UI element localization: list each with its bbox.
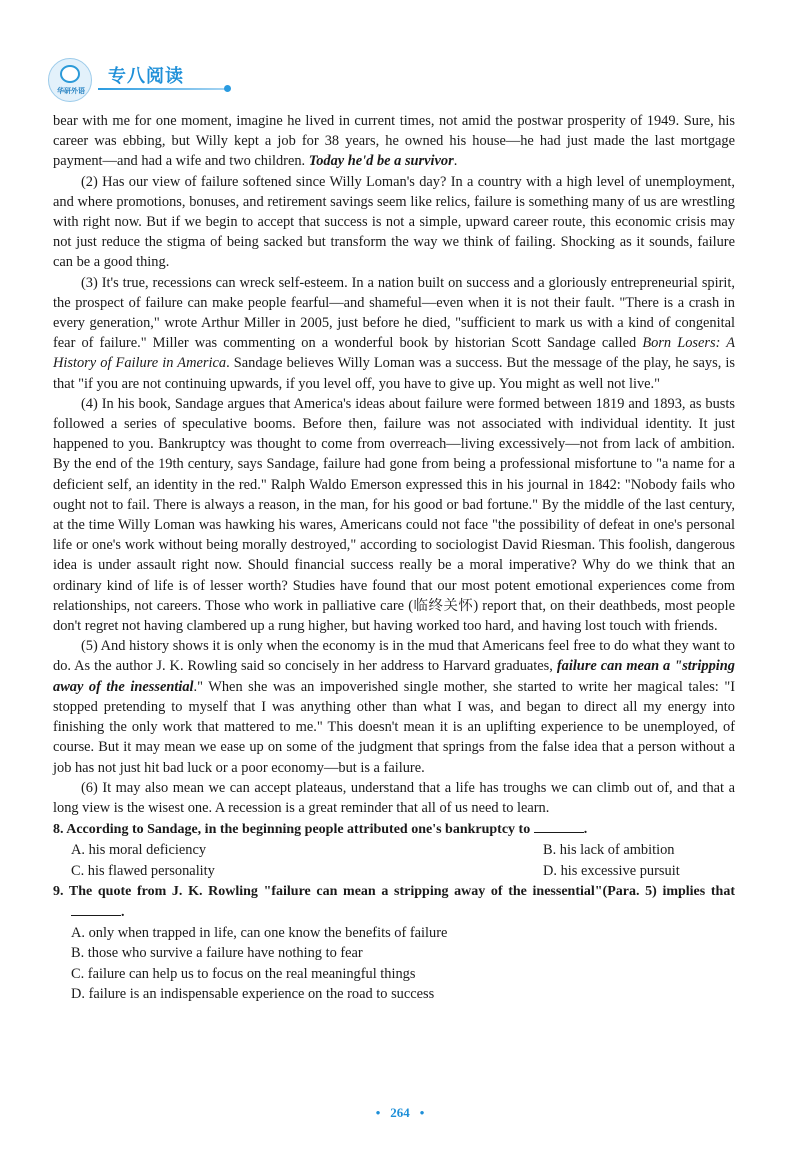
question-stem-end: . bbox=[121, 904, 125, 920]
header-divider bbox=[98, 88, 226, 90]
paragraph-6: (6) It may also mean we can accept plateaus, understand that a life has troughs we can climb out of, and that a long view is the wisest one. A recession is a great reminder that all of us need to learn. bbox=[53, 779, 735, 816]
question-stem-end: . bbox=[583, 822, 588, 838]
paragraph-3 bbox=[53, 273, 735, 394]
answer-blank bbox=[71, 902, 121, 916]
question-stem-text: 9. The quote from J. K. Rowling "failure can mean a stripping away of the inessential"(Para. 5) implies that bbox=[53, 883, 735, 899]
option-row bbox=[53, 861, 735, 881]
option-b[interactable]: B. those who survive a failure have nothing to fear bbox=[71, 945, 363, 962]
logo-text: 华研外语 bbox=[57, 87, 85, 95]
option-a[interactable]: A. his moral deficiency bbox=[71, 842, 207, 859]
book-title: 专八阅读 bbox=[108, 66, 184, 87]
option-d[interactable]: D. his excessive pursuit bbox=[543, 862, 680, 879]
paragraph-text: (3) It's true, recessions can wreck self-esteem. In a nation built on success and a gloriously entrepreneurial spirit, the prospect of failure can make people fearful—and shameful—even when it is not their fault. "There is a crash in every generation," wrote Arthur Miller in 2005, just before he died, "sufficient to mark us with a kind of congenital fear of failure." Miller was commenting on a wonderful book by historian Scott Sandage called bbox=[53, 274, 735, 352]
article-body bbox=[53, 111, 735, 1004]
answer-blank bbox=[534, 819, 584, 833]
book-title-text: Born Losers: A History of Failure in America bbox=[53, 335, 736, 372]
paragraph-5 bbox=[53, 636, 735, 777]
emphasis-text: failure can mean a "stripping away of the inessential bbox=[53, 658, 735, 695]
paragraph-4: (4) In his book, Sandage argues that America's ideas about failure were formed between 1819 and 1893, as busts followed a series of speculative booms. Before then, failure was not associated with individual identity. It just happened to you. Bankruptcy was thought to come from overreach—living excessively—not from lack of ambition. By the end of the 19th century, says Sandage, failure had gone from being a professional misfortune to "a name for a deficient self, an identity in the red." Ralph Waldo Emerson expressed this in his journal in 1842: "Nobody fails who ought not to fail. There is always a reason, in the man, for his good or bad fortune." By the middle of the last century, at the time Willy Loman was hawking his wares, Americans could not face "the possibility of defeat in one's personal life or one's work without being morally destroyed," according to sociologist David Riesman. This foolish, dangerous idea is under assault right now. Should financial success really be a moral imperative? Why do we think that an ordinary kind of life is of lesser worth? Studies have found that our most potent emotional experiences come from relationships, not careers. Those who work in palliative care (临终关怀) report that, on their deathbeds, most people don't regret not having clambered up a rung higher, but having worked too hard, and having lost touch with friends. bbox=[53, 395, 735, 635]
option-d[interactable]: D. failure is an indispensable experience on the road to success bbox=[71, 985, 435, 1002]
page-header bbox=[48, 58, 760, 104]
page-number bbox=[0, 1105, 800, 1121]
question-stem bbox=[53, 819, 735, 840]
emphasis-text: Today he'd be a survivor bbox=[308, 153, 454, 170]
paragraph-text: (5) And history shows it is only when the economy is in the mud that Americans feel free to do what they want to do. As the author J. K. Rowling said so concisely in her address to Harvard graduates, bbox=[53, 638, 735, 675]
paragraph-text-end: . bbox=[453, 153, 458, 170]
page-number-dot-right: • bbox=[419, 1105, 425, 1120]
question-9 bbox=[53, 882, 735, 1004]
paragraph-text-end: ." When she was an impoverished single mother, she started to write her magical tales: "I stopped pretending to myself that I was anything other than what I was, and began to direct all my energy into finishing the only work that mattered to me." This doesn't mean it is an uplifting experience to be unemployed, of course. But it may mean we ease up on some of the judgment that springs from the false idea that a person without a job has not just hit bad luck or a poor economy—but is a failure. bbox=[53, 678, 736, 776]
paragraph-2: (2) Has our view of failure softened since Willy Loman's day? In a country with a high level of unemployment, and where promotions, bonuses, and retirement savings seem like relics, failure is something many of us are wrestling with right now. But if we begin to accept that success is not a simple, upward career route, this economic crisis may not just reduce the stigma of being sacked but transform the way we think of failing. Shocking as it sounds, failure can be a good thing. bbox=[53, 173, 735, 271]
question-stem bbox=[53, 882, 735, 923]
option-a[interactable]: A. only when trapped in life, can one know the benefits of failure bbox=[71, 925, 448, 942]
paragraph-text-end: . Sandage believes Willy Loman was a success. But the message of the play, he says, is that "if you are not continuing upwards, if you level off, you have to give up. You might as well not live." bbox=[53, 355, 735, 392]
paragraph-text: bear with me for one moment, imagine he lived in current times, not amid the postwar prosperity of 1949. Sure, his career was ebbing, but Willy kept a job for 38 years, he owned his house—he had just made the last mortgage payment—and had a wife and two children. bbox=[53, 113, 735, 170]
page-number-dot-left: • bbox=[375, 1105, 381, 1120]
page-number-text: 264 bbox=[390, 1105, 410, 1120]
option-row bbox=[53, 840, 735, 860]
option-c[interactable]: C. failure can help us to focus on the real meaningful things bbox=[71, 965, 416, 982]
question-8 bbox=[53, 819, 735, 881]
publisher-logo bbox=[48, 58, 92, 102]
option-b[interactable]: B. his lack of ambition bbox=[543, 842, 675, 859]
question-stem-text: 8. According to Sandage, in the beginning people attributed one's bankruptcy to bbox=[53, 822, 534, 838]
option-c[interactable]: C. his flawed personality bbox=[71, 862, 215, 879]
paragraph-1-continued bbox=[53, 111, 735, 172]
header-dot-icon bbox=[224, 85, 231, 92]
logo-mascot-icon bbox=[60, 65, 80, 83]
